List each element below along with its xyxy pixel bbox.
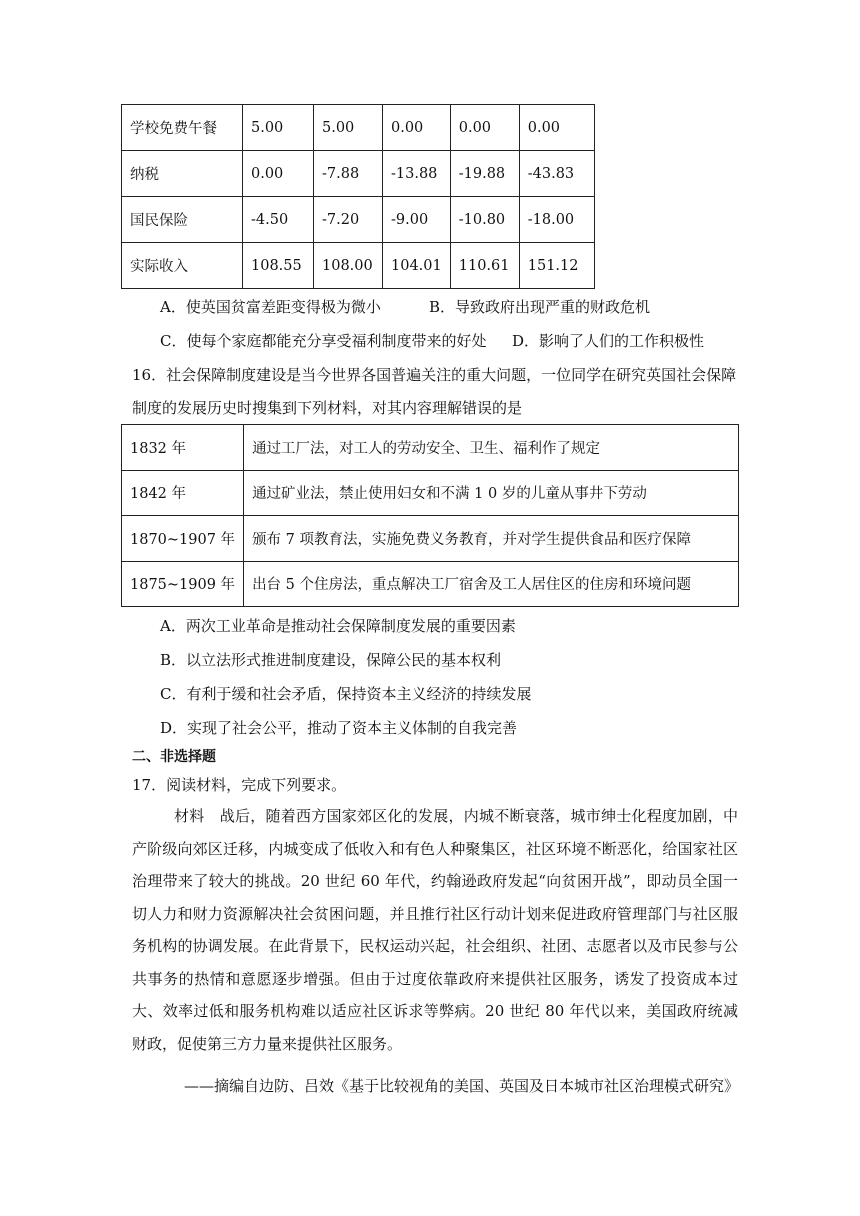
table-cell: 国民保险 bbox=[122, 197, 243, 243]
table-cell: 5.00 bbox=[243, 105, 314, 151]
q16-option-b: B．以立法形式推进制度建设，保障公民的基本权利 bbox=[160, 651, 502, 669]
q15-option-b: B．导致政府出现严重的财政危机 bbox=[429, 298, 651, 316]
year-cell: 1842 年 bbox=[122, 470, 244, 516]
material-source: ——摘编自边防、吕效《基于比较视角的美国、英国及日本城市社区治理模式研究》 bbox=[183, 1077, 739, 1095]
event-cell: 颁布 7 项教育法，实施免费义务教育，并对学生提供食品和医疗保障 bbox=[244, 516, 739, 562]
q17-stem: 17．阅读材料，完成下列要求。 bbox=[132, 776, 347, 794]
table-cell: -43.83 bbox=[519, 151, 594, 197]
q16-stem-line2: 制度的发展历史时搜集到下列材料，对其内容理解错误的是 bbox=[132, 399, 523, 417]
year-cell: 1832 年 bbox=[122, 425, 244, 471]
table-cell: 0.00 bbox=[519, 105, 594, 151]
section-heading: 二、非选择题 bbox=[132, 749, 216, 765]
table-cell: -19.88 bbox=[450, 151, 519, 197]
table-cell: -7.20 bbox=[314, 197, 383, 243]
table-cell: -13.88 bbox=[383, 151, 451, 197]
table-row bbox=[122, 197, 595, 243]
event-cell: 通过矿业法，禁止使用妇女和不满 1 0 岁的儿童从事井下劳动 bbox=[244, 470, 739, 516]
table-row bbox=[122, 151, 595, 197]
table-cell: -9.00 bbox=[383, 197, 451, 243]
table-cell: 151.12 bbox=[519, 243, 594, 289]
table-row bbox=[122, 243, 595, 289]
table-cell: 纳税 bbox=[122, 151, 243, 197]
table-cell: 108.00 bbox=[314, 243, 383, 289]
table-cell: 实际收入 bbox=[122, 243, 243, 289]
table-cell: -10.80 bbox=[450, 197, 519, 243]
material-paragraph bbox=[132, 800, 738, 1060]
material-label: 材料 bbox=[174, 807, 205, 825]
q16-option-d: D．实现了社会公平，推动了资本主义体制的自我完善 bbox=[160, 719, 518, 737]
table-cell: 110.61 bbox=[450, 243, 519, 289]
table-cell: 104.01 bbox=[383, 243, 451, 289]
table-cell: 学校免费午餐 bbox=[122, 105, 243, 151]
q16-option-c: C．有利于缓和社会矛盾，保持资本主义经济的持续发展 bbox=[160, 685, 532, 703]
event-cell: 通过工厂法，对工人的劳动安全、卫生、福利作了规定 bbox=[244, 425, 739, 471]
table-cell: 0.00 bbox=[243, 151, 314, 197]
table-row bbox=[122, 516, 739, 562]
q15-option-c: C．使每个家庭都能充分享受福利制度带来的好处 bbox=[160, 332, 487, 350]
table-row bbox=[122, 470, 739, 516]
income-table bbox=[121, 104, 595, 289]
table-cell: 108.55 bbox=[243, 243, 314, 289]
history-table bbox=[121, 424, 739, 607]
table-row bbox=[122, 561, 739, 607]
year-cell: 1870~1907 年 bbox=[122, 516, 244, 562]
table-cell: -18.00 bbox=[519, 197, 594, 243]
table-cell: 0.00 bbox=[383, 105, 451, 151]
table-cell: -4.50 bbox=[243, 197, 314, 243]
q15-option-d: D．影响了人们的工作积极性 bbox=[512, 332, 705, 350]
q16-stem-line1: 16．社会保障制度建设是当今世界各国普遍关注的重大问题，一位同学在研究英国社会保障 bbox=[132, 366, 737, 384]
table-cell: 5.00 bbox=[314, 105, 383, 151]
material-text: 战后，随着西方国家郊区化的发展，内城不断衰落，城市绅士化程度加剧，中产阶级向郊区迁移，内城变成了低收入和有色人种聚集区，社区环境不断恶化，给国家社区治理带来了较大的挑战。20 世纪 60 年代，约翰逊政府发起“向贫困开战”，即动员全国一切人力和财力资源解决社会贫困问题，并且推行社区行动计划来促进政府管理部门与社区服务机构的协调发展。在此背景下，民权运动兴起，社会组织、社团、志愿者以及市民参与公共事务的热情和意愿逐步增强。但由于过度依靠政府来提供社区服务，诱发了投资成本过大、效率过低和服务机构难以适应社区诉求等弊病。20 世纪 80 年代以来，美国政府统减财政，促使第三方力量来提供社区服务。 bbox=[132, 807, 738, 1053]
q15-option-a: A．使英国贫富差距变得极为微小 bbox=[160, 298, 381, 316]
year-cell: 1875~1909 年 bbox=[122, 561, 244, 607]
table-row bbox=[122, 425, 739, 471]
q16-option-a: A．两次工业革命是推动社会保障制度发展的重要因素 bbox=[160, 617, 516, 635]
table-row bbox=[122, 105, 595, 151]
event-cell: 出台 5 个住房法，重点解决工厂宿舍及工人居住区的住房和环境问题 bbox=[244, 561, 739, 607]
table-cell: 0.00 bbox=[450, 105, 519, 151]
table-cell: -7.88 bbox=[314, 151, 383, 197]
